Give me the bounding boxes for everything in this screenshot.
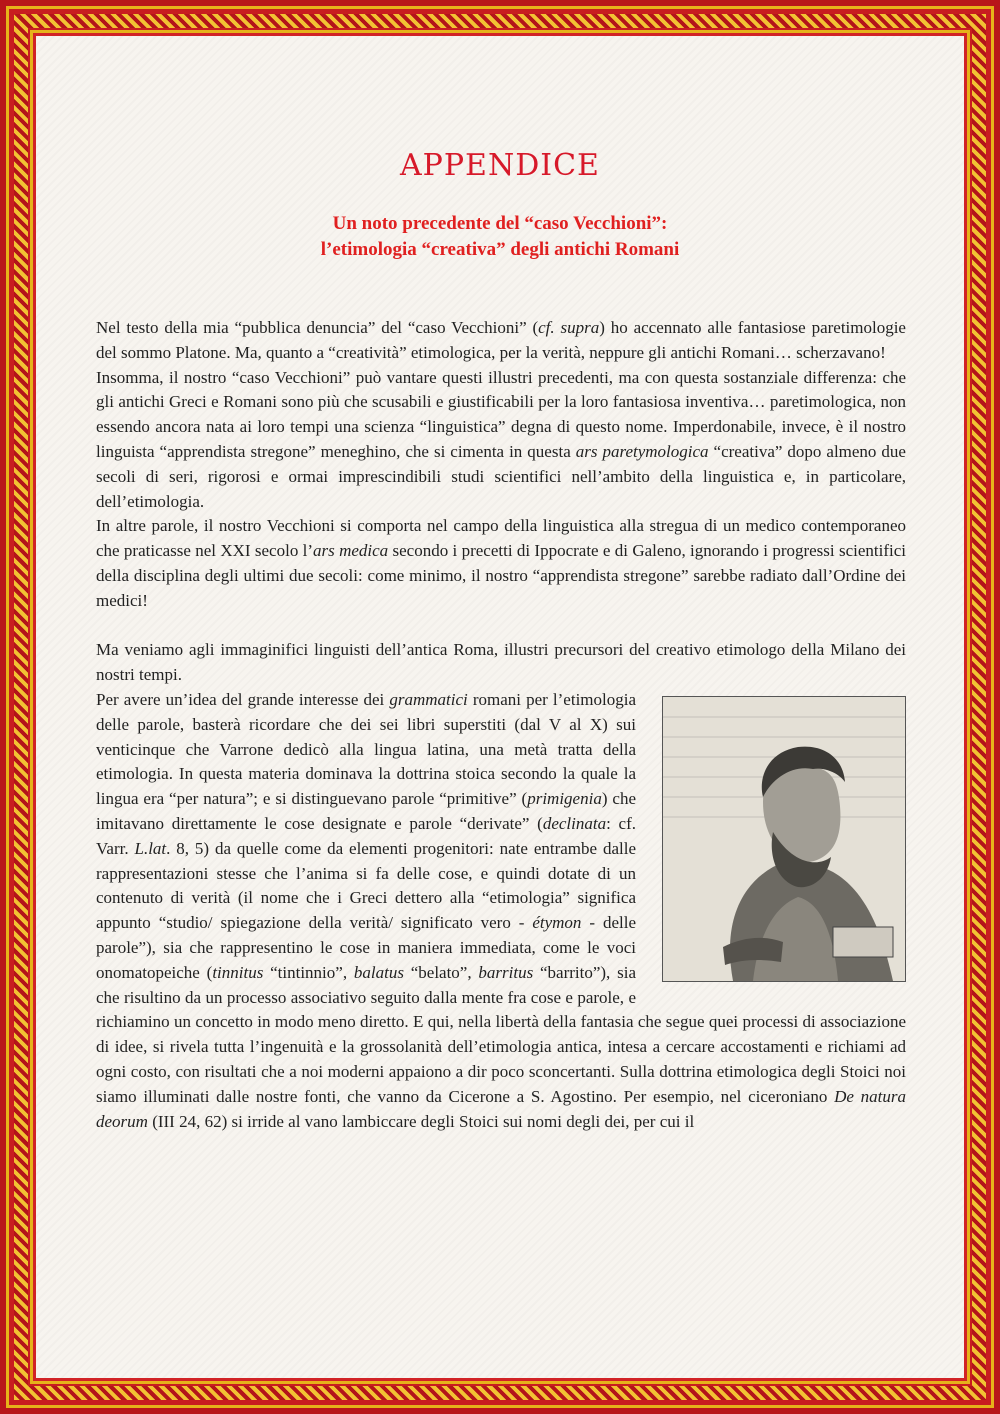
paragraph-4: Ma veniamo agli immaginifici linguisti dell’antica Roma, illustri precursori del creativo etimologo della Milano dei nostri tempi. <box>96 640 906 685</box>
paragraph-1: Nel testo della mia “pubblica denuncia” del “caso Vecchioni” (cf. supra) ho accennato alle fantasiose paretimologie del sommo Platone. Ma, quanto a “creatività” etimologica, per la verità, neppure gli antichi Romani… scherzavano! <box>96 318 906 362</box>
varro-portrait-image <box>662 696 906 982</box>
body-text <box>96 316 906 1134</box>
paragraph-2: Insomma, il nostro “caso Vecchioni” può vantare questi illustri precedenti, ma con questa sostanziale differenza: che gli antichi Greci e Romani sono più che scusabili e giustificabili per la loro fantasiosa inventiva… paretimologica, non essendo ancora nata ai loro tempi una scienza “linguistica” degna di questo nome. Imperdonabile, invece, è il nostro linguista “apprendista stregone” meneghino, che si cimenta in questa ars paretymologica “creativa” dopo almeno due secoli di seri, rigorosi e ormai imprescindibili studi scientifici nell’ambito della linguistica e, in particolare, dell’etimologia. <box>96 367 906 511</box>
paragraph-5: Per avere un’idea del grande interesse dei grammatici romani per l’etimologia delle parole, basterà ricordare che dei sei libri superstiti (dal V al X) sui venticinque che Varrone dedicò alla lingua latina, una metà tratta della etimologia. In questa materia dominava la dottrina stoica secondo la quale la lingua era “per natura”; e si distinguevano parole “primitive” (primigenia) che imitavano direttamente le cose designate e parole “derivate” (declinata: cf. Varr. L.lat. 8, 5) da quelle come da elementi progenitori: nate entrambe dalle rappresentazioni stesse che l’anima si fa delle cose, e quindi dotate di un contenuto di verità (il nome che i Greci dettero alla “etimologia” significa appunto “studio/ spiegazione della verità/ significato vero - étymon - delle parole”), sia che rappresentino le cose in maniera immediata, come le voci onomatopeiche (tinnitus “tintinnio”, balatus “belato”, barritus “barrito”), sia che risultino da un processo associativo seguito dalla mente fra cose e parole, e richiamino un concetto in modo meno diretto. E qui, nella libertà della fantasia che segue quei processi di associazione di idee, si rivela tutta l’ingenuità e la grossolanità dell’etimologia antica, intesa a cercare accostamenti e richiami ad ogni costo, con risultati che a noi moderni appaiono a dir poco sconcertanti. Sulla dottrina etimologica degli Stoici noi siamo illuminati dalle nostre fonti, che vanno da Cicerone a S. Agostino. Per esempio, nel ciceroniano De natura deorum (III 24, 62) si irride al vano lambiccare degli Stoici sui nomi degli dei, per cui il <box>96 689 906 1131</box>
page-subtitle <box>36 211 964 263</box>
paragraph-3: In altre parole, il nostro Vecchioni si comporta nel campo della linguistica alla stregua di un medico contemporaneo che praticasse nel XXI secolo l’ars medica secondo i precetti di Ippocrate e di Galeno, ignorando i progressi scientifici della disciplina degli ultimi due secoli: come minimo, il nostro “apprendista stregone” sarebbe radiato dall’Ordine dei medici! <box>96 516 906 610</box>
subtitle-line-1: Un noto precedente del “caso Vecchioni”: <box>332 213 668 234</box>
subtitle-line-2: l’etimologia “creativa” degli antichi Romani <box>320 239 680 260</box>
page-paper <box>36 36 964 1378</box>
page-title: APPENDICE <box>400 148 600 183</box>
